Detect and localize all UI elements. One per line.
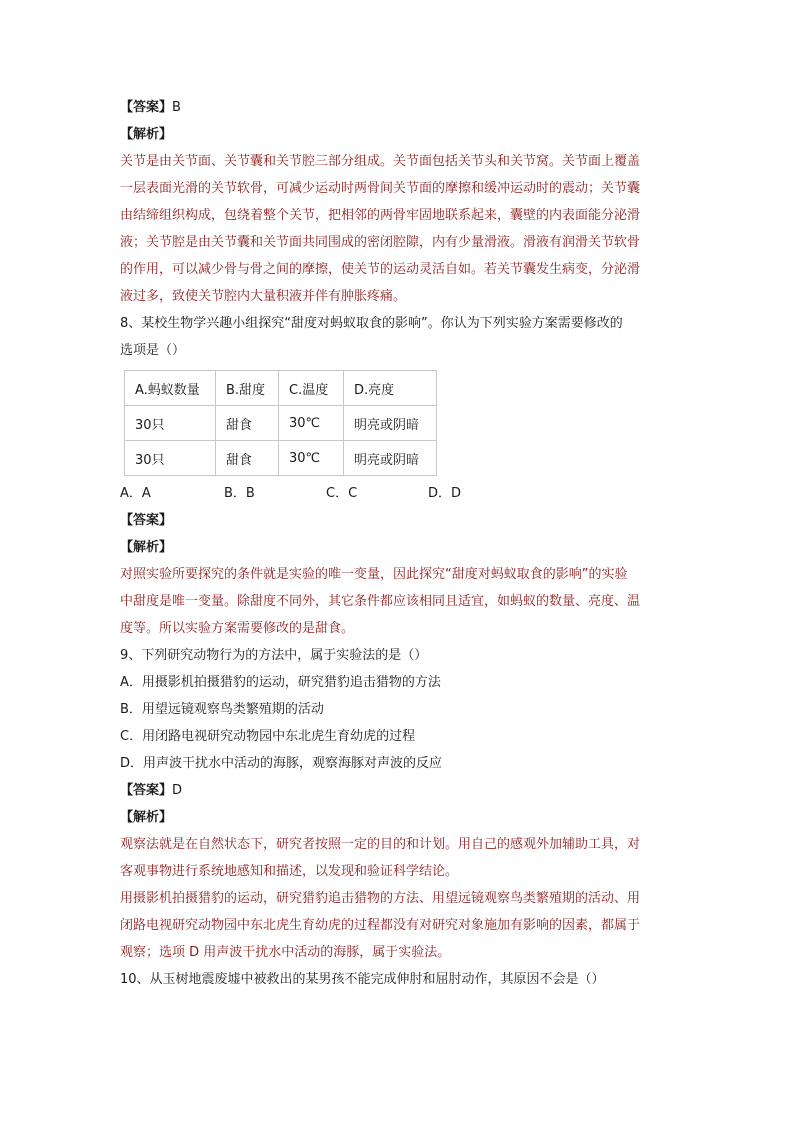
table-cell: D.亮度 <box>344 371 437 406</box>
table-cell: 30只 <box>125 441 216 476</box>
option-c: C．C <box>326 486 358 501</box>
analysis-line: 度等。所以实验方案需要修改的是甜食。 <box>120 621 355 636</box>
table-cell: 明亮或阴暗 <box>344 441 437 476</box>
table-cell: 甜食 <box>216 406 279 441</box>
analysis-line: 中甜度是唯一变量。除甜度不同外，其它条件都应该相同且适宜，如蚂蚁的数量、亮度、温 <box>120 594 641 609</box>
q8-analysis <box>120 561 680 642</box>
table-cell: 甜食 <box>216 441 279 476</box>
option-a: A．A <box>120 486 151 501</box>
option-d: D．用声波干扰水中活动的海豚，观察海豚对声波的反应 <box>120 756 443 771</box>
table-cell: B.甜度 <box>216 371 279 406</box>
analysis-line: 一层表面光滑的关节软骨，可减少运动时两骨间关节面的摩擦和缓冲运动时的震动；关节囊 <box>120 181 641 196</box>
table-cell: 30℃ <box>279 441 344 476</box>
analysis-line: 液；关节腔是由关节囊和关节面共同围成的密闭腔隙，内有少量滑液。滑液有润滑关节软骨 <box>120 235 641 250</box>
q8-stem-line: 选项是（） <box>120 343 186 358</box>
table-cell: 30只 <box>125 406 216 441</box>
table-row <box>125 406 437 441</box>
table-cell: 30℃ <box>279 406 344 441</box>
analysis-line: 闭路电视研究动物园中东北虎生育幼虎的过程都没有对研究对象施加有影响的因素，都属于 <box>120 918 641 933</box>
analysis-line: 的作用，可以减少骨与骨之间的摩擦，使关节的运动灵活自如。若关节囊发生病变，分泌滑 <box>120 262 641 277</box>
table-cell: C.温度 <box>279 371 344 406</box>
answer-tag: 【答案】 <box>120 100 173 115</box>
q8-analysis-tag: 【解析】 <box>120 540 173 555</box>
analysis-line: 用摄影机拍摄猎豹的运动，研究猎豹追击猎物的方法、用望远镜观察鸟类繁殖期的活动、用 <box>120 891 641 906</box>
analysis-line: 对照实验所要探究的条件就是实验的唯一变量，因此探究“甜度对蚂蚁取食的影响”的实验 <box>120 567 628 582</box>
option-a: A．用摄影机拍摄猎豹的运动，研究猎豹追击猎物的方法 <box>120 675 441 690</box>
q7-answer <box>120 94 680 121</box>
table-row <box>125 441 437 476</box>
q8-stem-line: 8、某校生物学兴趣小组探究“甜度对蚂蚁取食的影响”。你认为下列实验方案需要修改的 <box>120 316 623 331</box>
answer-tag: 【答案】 <box>120 783 173 798</box>
analysis-line: 客观事物进行系统地感知和描述，以发现和验证科学结论。 <box>120 864 459 879</box>
option-c: C．用闭路电视研究动物园中东北虎生育幼虎的过程 <box>120 729 416 744</box>
option-d: D．D <box>428 486 462 501</box>
analysis-line: 观察；选项 D 用声波干扰水中活动的海豚，属于实验法。 <box>120 945 451 960</box>
q10-stem: 10、从玉树地震废墟中被救出的某男孩不能完成伸肘和屈肘动作，其原因不会是（） <box>120 972 605 987</box>
analysis-line: 关节是由关节面、关节囊和关节腔三部分组成。关节面包括关节头和关节窝。关节面上覆盖 <box>120 154 641 169</box>
q9-answer <box>120 777 680 804</box>
option-b: B．B <box>224 486 255 501</box>
analysis-line: 观察法就是在自然状态下，研究者按照一定的目的和计划。用自己的感观外加辅助工具，对 <box>120 837 641 852</box>
q9-analysis-tag: 【解析】 <box>120 810 173 825</box>
document-page <box>120 94 680 993</box>
analysis-line: 由结缔组织构成，包绕着整个关节，把相邻的两骨牢固地联系起来，囊壁的内表面能分泌滑 <box>120 208 641 223</box>
table-row <box>125 371 437 406</box>
q8-table <box>124 370 437 476</box>
option-b: B．用望远镜观察鸟类繁殖期的活动 <box>120 702 324 717</box>
q9-analysis <box>120 831 680 966</box>
answer-value: D <box>172 783 183 798</box>
table-cell: 明亮或阴暗 <box>344 406 437 441</box>
table-cell: A.蚂蚁数量 <box>125 371 216 406</box>
q8-options <box>120 480 680 507</box>
q9-stem: 9、下列研究动物行为的方法中，属于实验法的是（） <box>120 648 428 663</box>
answer-value: B <box>172 100 181 115</box>
q7-analysis-tag: 【解析】 <box>120 127 173 142</box>
q8-answer-tag: 【答案】 <box>120 513 173 528</box>
q7-analysis <box>120 148 680 310</box>
analysis-line: 液过多，致使关节腔内大量积液并伴有肿胀疼痛。 <box>120 289 407 304</box>
